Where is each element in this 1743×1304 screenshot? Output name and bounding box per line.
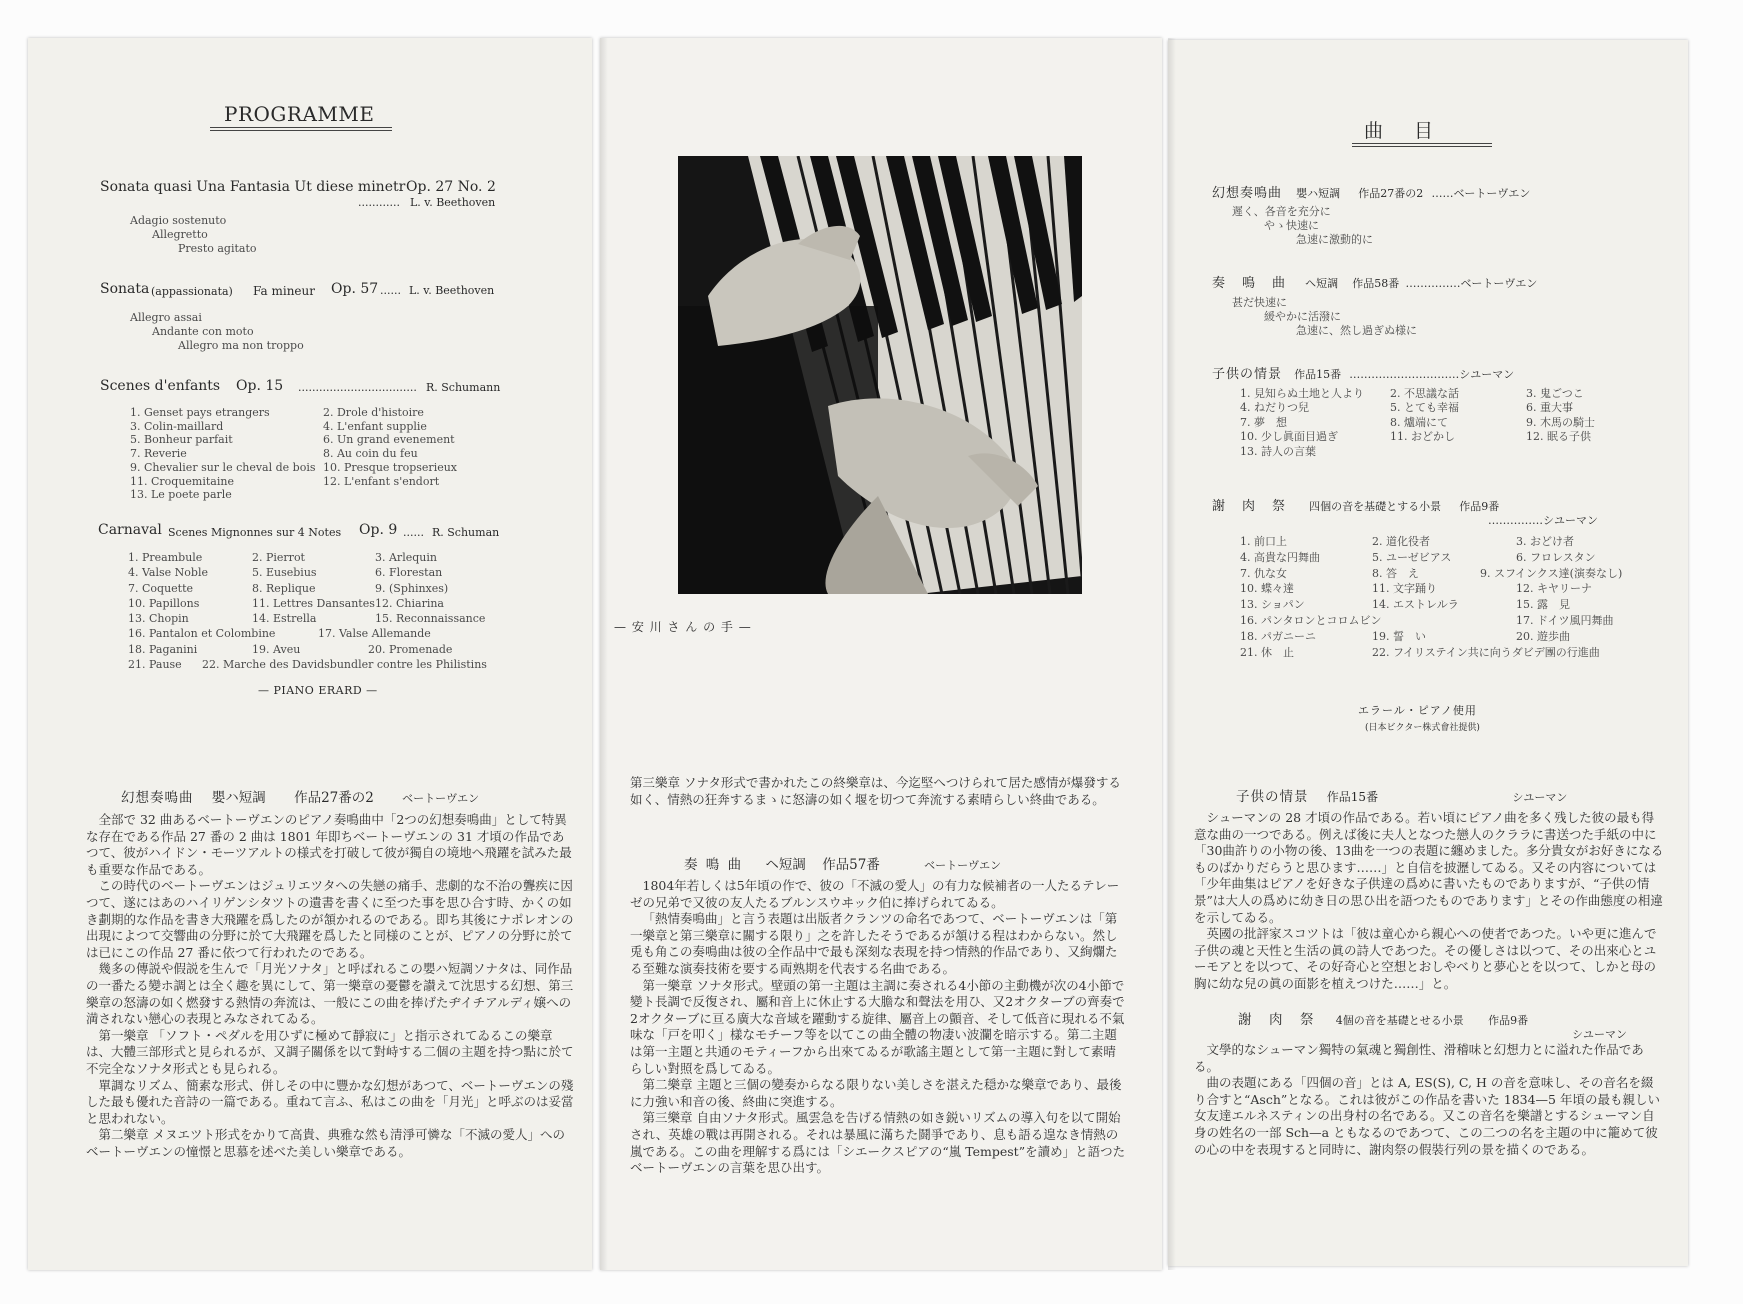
appass-opus: 作品57番 [822,857,880,873]
item1-movement: やゝ快速に [1264,219,1319,232]
item3-opus: 作品15番 [1294,368,1342,381]
middle-paragraph: 第三樂章 ソナタ形式で書かれたこの終樂章は、今迄堅へつけられて居た感情が爆發する如く、情熱の狂奔するまゝに怒濤の如く堰を切つて奔流する素晴らしい終曲である。 [630,775,1121,807]
item2-opus: 作品58番 [1352,277,1400,290]
item4-row [1240,566,1680,582]
appass-paragraph: 第二樂章 主題と三個の變奏からなる限りない美しさを湛えた穏かな樂章であり、最後に力強い和音の後、終曲に突進する。 [630,1077,1122,1109]
item3-piece: 9. 木馬の騎士 [1526,415,1595,429]
item3-piece: 11. おどかし [1390,430,1455,444]
scenes-item: 3. Colin-maillard [130,419,224,433]
scenes-leader: .................................. [298,381,417,394]
item1-key: 嬰ハ短調 [1296,187,1341,200]
item3-piece: 5. とても幸福 [1390,401,1459,415]
item4-piece: 20. 遊歩曲 [1516,629,1570,643]
carnaval-leader: ...... [403,526,424,539]
sonata2-composer: L. v. Beethoven [409,284,495,297]
item4-title: 謝 肉 祭 [1212,499,1288,514]
essay-paragraph: 第二樂章 メヌエツト形式をかりて高貴、典雅な然も清淨可憐な「不滅の愛人」へのベートーヴエンの憧憬と思慕を述べた美しい樂章である。 [86,1127,565,1159]
right-page [1168,40,1688,1266]
carnaval-item: 9. (Sphinxes) [375,581,449,595]
movement: Presto agitato [178,242,257,255]
kodomo-paragraph: 英國の批評家スコツトは「彼は童心から親心への使者であつた。いや更に進んで子供の魂と天性と生活の眞の詩人であつた。その優しさは以つて、その出來心とユーモアとを以つて、その好奇心と空想とおしやべりと夢心とを以つて、しかと母の胸に幼な兒の眞の面影を植えつけた……」と。 [1194,926,1657,991]
movement: Adagio sostenuto [130,214,227,227]
carnaval-opus: Op. 9 [359,522,398,538]
item3-piece: 6. 重大事 [1526,401,1573,415]
carnaval-item: 18. Paganini [128,642,198,656]
item4-piece: 1. 前口上 [1240,535,1287,548]
item4-piece: 14. エストレルラ [1372,598,1459,612]
item4-piece: 15. 露 見 [1516,598,1570,612]
kodomo-body [1194,810,1664,993]
item4-row [1240,581,1680,597]
item4-piece: 19. 誓 い [1372,629,1426,643]
photo-caption: — 安 川 さ ん の 手 — [614,620,752,634]
item2-title: 奏 鳴 曲 [1212,276,1288,291]
movement: Andante con moto [152,325,254,338]
item1-line [1212,182,1530,201]
carnaval-item: 21. Pause [128,658,182,672]
carnaval-composer: R. Schuman [432,526,500,539]
shaniku-composer: シユーマン [1572,1028,1627,1041]
scenes-item: 7. Reverie [130,447,187,461]
item4-piece: 13. ショパン [1240,598,1305,612]
item4-piece: 9. スフインクス達(演奏なし) [1480,566,1623,580]
shaniku-paragraph: 文學的なシューマン獨特の氣魂と獨創性、滑稽味と幻想力とに溢れた作品である。 [1194,1042,1644,1074]
scenes-col2 [323,406,457,488]
programme-title: PROGRAMME [224,102,375,126]
essay-paragraph: この時代のベートーヴエンはジュリエツタへの失戀の痛手、悲劇的な不治の聾疾に因つて、遂にはあのハイリゲンシタツトの遺書を書くに至つた事を思ひ合す時、かくの如き劃期的な作品を書き大飛躍を爲したのが頷かれるのである。即ち其後にナポレオンの出現によつて交響曲の分野に於て大飛躍を爲したと同様のことが、ピアノの分野に於ては已にこの作品 27 番に依つて行われたのである。 [86,878,574,960]
carnaval-title: Carnaval [98,522,162,538]
essay-paragraph: 單調なリズム、簡素な形式、併しその中に豐かな幻想があつて、ベートーヴエンの殘した最も優れた音詩の一篇である。重ねて言ふ、私はこの曲を「月光」と呼ぶのは妥當と思われない。 [86,1077,574,1126]
item4-sub: 四個の音を基礎とする小景 [1309,500,1442,513]
carnaval-item: 3. Arlequin [375,551,437,564]
erard-sub: (日本ビクター株式會社提供) [1365,723,1480,733]
item3-title: 子供の情景 [1212,367,1283,382]
carnaval-item: 14. Estrella [252,612,317,626]
item3-piece: 12. 眠る子供 [1526,430,1591,444]
essay-paragraph: 第一樂章 「ソフト・ペダルを用ひずに極めて靜寂に」と指示されてゐるこの樂章は、大體三部形式と見られるが、又調子關係を以て對峙する二個の主題を持つ點に於て不完全なソナタ形式とも見られる。 [86,1027,574,1076]
item3-piece: 8. 爐端にて [1390,415,1448,429]
item4-row [1240,597,1680,613]
title-underline [1352,143,1492,144]
item4-opus: 作品9番 [1459,500,1500,513]
carnaval-item: 4. Valse Noble [128,566,208,580]
item4-piece: 10. 蝶々達 [1240,582,1294,596]
essay-header [121,786,479,806]
carnaval-item: 12. Chiarina [375,596,444,610]
carnaval-item: 2. Pierrot [252,551,305,564]
carnaval-item: 16. Pantalon et Colombine [128,627,276,641]
item3-line [1212,363,1514,382]
shaniku-body [1194,1042,1664,1158]
item4-row [1240,629,1680,645]
essay-paragraph: 全部で 32 曲あるベートーヴエンのピアノ奏鳴曲中「2つの幻想奏鳴曲」として特異な存在である作品 27 番の 2 曲は 1801 年即ちベートーヴエンの 31 才頃の作品であつて、彼がハイドン・モーツアルトの様式を打破して彼が獨自の境地へ飛躍を試みた最も重要な作品である。 [86,812,572,877]
appass-title: 奏 鳴 曲 [684,857,744,873]
scenes-composer: R. Schumann [426,381,501,394]
title-underline-2 [1352,146,1492,147]
item4-grid [1240,534,1680,660]
middle-para1 [630,775,1128,808]
item1-movement: 遲く、各音を充分に [1232,205,1331,218]
item1-composer: ……ベートーヴエン [1431,187,1531,200]
item4-piece: 3. おどけ者 [1516,535,1574,548]
item3-row [1240,445,1660,459]
item4-piece: 2. 道化役者 [1372,535,1430,548]
item4-row [1240,645,1680,661]
item3-row [1240,401,1660,415]
carnaval-item: 6. Florestan [375,566,443,580]
shaniku-header [1238,1008,1528,1028]
scenes-item: 6. Un grand evenement [323,433,455,447]
carnaval-item: 19. Aveu [252,642,301,656]
appass-key: ヘ短調 [765,857,806,873]
appass-body [630,878,1128,1177]
item4-piece: 17. ドイツ風円舞曲 [1516,613,1614,627]
essay-key: 嬰ハ短調 [211,790,266,806]
appass-paragraph: 第一樂章 ソナタ形式。壁頭の第一主題は主調に奏される4小節の主動機が次の4小節で變ト長調で反復され、屬和音上に休止する大膽な和聲法を用ひ、又2オクターブの齊奏で2オクターブに亘る廣大な音域を躍動する旋律、屬音上の顫音、そして低音に現れる不氣味な「戸を叩く」樣なモチーフ等を以てこの曲全體の物凄い波瀾を暗示する。第二主題は第一主題と共通のモティーフから出來てゐるが歌謠主題として第一主題に對して素晴らしい對照を爲してゐる。 [630,977,1125,1076]
scenes-item: 9. Chevalier sur le cheval de bois [130,460,316,474]
movement: Allegretto [152,228,208,241]
piano-keys-illustration [678,156,1082,594]
kodomo-composer: シユーマン [1512,791,1568,804]
carnaval-item: 20. Promenade [368,642,453,656]
title-underline [210,127,392,128]
item3-piece: 1. 見知らぬ土地と人より [1240,387,1364,400]
item4-row [1240,534,1680,550]
scenes-item: 1. Genset pays etrangers [130,406,270,419]
sonata2-opus: Op. 57 [331,281,379,297]
essay-composer: ベートーヴエン [402,792,480,805]
piano-erard: — PIANO ERARD — [258,684,378,697]
sonata2-key: Fa mineur [253,284,315,298]
carnaval-item: 5. Eusebius [252,566,317,580]
item3-row [1240,387,1660,401]
scenes-opus: Op. 15 [236,378,284,394]
appass-paragraph: 1804年若しくは5年頃の作で、彼の「不滅の愛人」の有力な候補者の一人たるテレーゼの兄弟で又彼の友人たるブルンスウヰック伯に捧げられてゐる。 [630,878,1120,910]
kodomo-opus: 作品15番 [1326,790,1379,804]
item3-row [1240,416,1660,430]
fold-shadow [600,38,608,1270]
carnaval-item: 7. Coquette [128,581,194,595]
scenes-item: 13. Le poete parle [130,488,232,502]
carnaval-item: 10. Papillons [128,596,200,610]
item1-title: 幻想奏鳴曲 [1212,186,1283,201]
item3-piece: 7. 夢 想 [1240,415,1287,429]
scenes-item: 2. Drole d'histoire [323,406,424,419]
item1-movement: 急速に激動的に [1296,233,1373,246]
carnaval-item: 22. Marche des Davidsbundler contre les Philistins [202,658,487,672]
carnaval-item: 15. Reconnaissance [375,612,486,626]
item2-movement: 急速に、然し過ぎぬ様に [1296,324,1417,337]
shaniku-opus: 作品9番 [1488,1014,1529,1027]
movement: Allegro assai [130,311,202,324]
scenes-item: 12. L'enfant s'endort [323,474,440,488]
item3-composer: …………………………シユーマン [1349,368,1515,381]
carnaval-item: 17. Valse Allemande [318,627,431,641]
carnaval-item: 11. Lettres Dansantes [252,596,375,610]
item2-composer: ……………ベートーヴエン [1405,277,1538,290]
appass-composer: ベートーヴエン [924,859,1002,872]
item2-movement: 緩やかに活潑に [1264,310,1341,323]
essay-opus: 作品27番の2 [294,790,374,806]
item4-piece: 4. 高貴な円舞曲 [1240,550,1320,564]
fold-shadow [1168,38,1176,1270]
kodomo-header [1236,785,1567,805]
scenes-item: 8. Au coin du feu [323,447,418,461]
sonata1-composer: L. v. Beethoven [410,196,496,209]
middle-page [600,38,1162,1270]
item3-grid [1240,387,1660,459]
item2-movement: 甚だ快速に [1232,296,1287,309]
item2-line [1212,272,1537,291]
sonata2-leader: ...... [380,284,401,297]
item4-piece: 12. キヤリーナ [1516,582,1592,596]
item4-piece: 18. パガニーニ [1240,629,1316,643]
item4-piece: 21. 休 止 [1240,645,1294,659]
scenes-title: Scenes d'enfants [100,378,221,394]
kodomo-paragraph: シューマンの 28 才頃の作品である。若い頃にピアノ曲を多く残した彼の最も得意な曲の一つである。例えば後に夫人となつた戀人のクララに書送つた手紙の中に「30曲許りの小物の後、13曲を一つの表題に纏めました。多分貴女がお好きになるものばかりだらうと思ひます……」と自信を披瀝してゐる。又その内容については「少年曲集はピアノを好きな子供達の爲めに書いたものでありますが、“子供の情景”は大人の爲めに幼き日の思ひ出を語つたものであります」とその作曲態度の相違を示してゐる。 [1194,810,1664,925]
item3-piece: 2. 不思議な話 [1390,387,1459,400]
item4-composer: ……………シユーマン [1488,514,1598,527]
item4-piece: 22. フイリステイン共に向うダビデ團の行進曲 [1372,645,1600,659]
item3-row [1240,430,1660,444]
sonata1-opus: Op. 27 No. 2 [406,179,496,195]
scenes-col1 [130,406,316,502]
carnaval-item: 13. Chopin [128,612,189,626]
item3-piece: 10. 少し眞面目過ぎ [1240,430,1338,444]
title-underline-2 [210,130,392,131]
pianist-hands-photo [678,156,1082,594]
sonata1-leader: ............ [358,196,400,209]
shaniku-sub: 4個の音を基礎とせる小景 [1335,1014,1464,1027]
sonata2-title: Sonata [100,281,150,297]
item4-piece: 6. フロレスタン [1516,550,1596,564]
carnaval-item: 1. Preambule [128,551,203,564]
scenes-item: 5. Bonheur parfait [130,433,233,447]
carnaval-item: 8. Replique [252,581,316,595]
essay-title: 幻想奏鳴曲 [121,790,194,806]
item3-piece: 4. ねだりつ兒 [1240,401,1309,415]
left-page [28,38,592,1270]
item4-piece: 5. ユーゼビアス [1372,550,1452,564]
item4-line [1212,495,1499,514]
item3-piece: 3. 鬼ごつこ [1526,387,1584,400]
kodomo-title: 子供の情景 [1236,789,1309,805]
item4-row [1240,550,1680,566]
item3-piece: 13. 詩人の言葉 [1240,444,1316,458]
item4-row [1240,613,1680,629]
scenes-item: 10. Presque tropserieux [323,460,458,474]
item1-opus: 作品27番の2 [1358,187,1424,200]
erard-note: エラール・ピアノ使用 [1358,704,1477,717]
appass-paragraph: 第三樂章 自由ソナタ形式。風雲急を告げる情熱の如き鋭いリズムの導入句を以て開始され、英雄の戰は再開される。それは暴風に滿ちた鬪爭であり、息も語る遑なき情熱の嵐である。この曲を理解する爲には「シエークスピアの“嵐 Tempest”を讀め」と語つたベートーヴエンの言葉を思ひ出す。 [630,1110,1126,1176]
essay-body [86,812,574,1160]
item4-piece: 16. パンタロンとコロムビン [1240,613,1382,627]
appass-header [684,853,1001,873]
kyokumoku-title: 曲 目 [1364,120,1440,142]
essay-paragraph: 幾多の傳説や假説を生んで「月光ソナタ」と呼ばれるこの嬰ハ短調ソナタは、同作品の一番たる變ホ調とは全く趣を異にして、第一樂章の憂鬱を讃えて沈思する幻想、第三樂章の怒濤の如く燃發する熱情の奔流は、一般にこの曲を捧げたヂイチアルディ嬢への満されない戀心の表現とみなされてゐる。 [86,961,574,1027]
appass-paragraph: 「熱情奏鳴曲」と言う表題は出版者クランツの命名であつて、ベートーヴエンは「第一樂章と第三樂章に關する限り」之を許したそうであるが頷ける程はわからない。然し兎も角この奏鳴曲は彼の全作品中で最も深刻な表現を持つ情熱的作品であり、又絢爛たる至難な演奏技術を要する両熟期を代表する名曲である。 [630,911,1118,976]
item4-piece: 11. 文字踊り [1372,582,1437,596]
item4-piece: 8. 答 え [1372,566,1419,580]
sonata2-sub: (appassionata) [151,285,233,298]
item2-key: ヘ短調 [1305,277,1339,290]
scenes-item: 11. Croquemitaine [130,474,234,488]
carnaval-sub: Scenes Mignonnes sur 4 Notes [168,526,342,539]
shaniku-title: 謝 肉 祭 [1238,1012,1316,1028]
movement: Allegro ma non troppo [178,339,304,352]
sonata1-title: Sonata quasi Una Fantasia Ut diese minetr [100,179,406,195]
item4-piece: 7. 仇な女 [1240,566,1287,580]
scenes-item: 4. L'enfant supplie [323,419,427,433]
shaniku-paragraph: 曲の表題にある「四個の音」とは A, ES(S), C, H の音を意味し、その音名を綴り合すと“Asch”となる。これは彼がこの作品を書いた 1834—5 年頃の最も親しい女友達エルネスティンの出身村の名である。又この音名を樂譜とするシューマン自身の姓名の一部 Sch—a ともなるのであつて、この二つの名を主題の中に籠めて彼の心の中を表現すると同時に、謝肉祭の假裝行列の景を描くのである。 [1194,1075,1660,1157]
